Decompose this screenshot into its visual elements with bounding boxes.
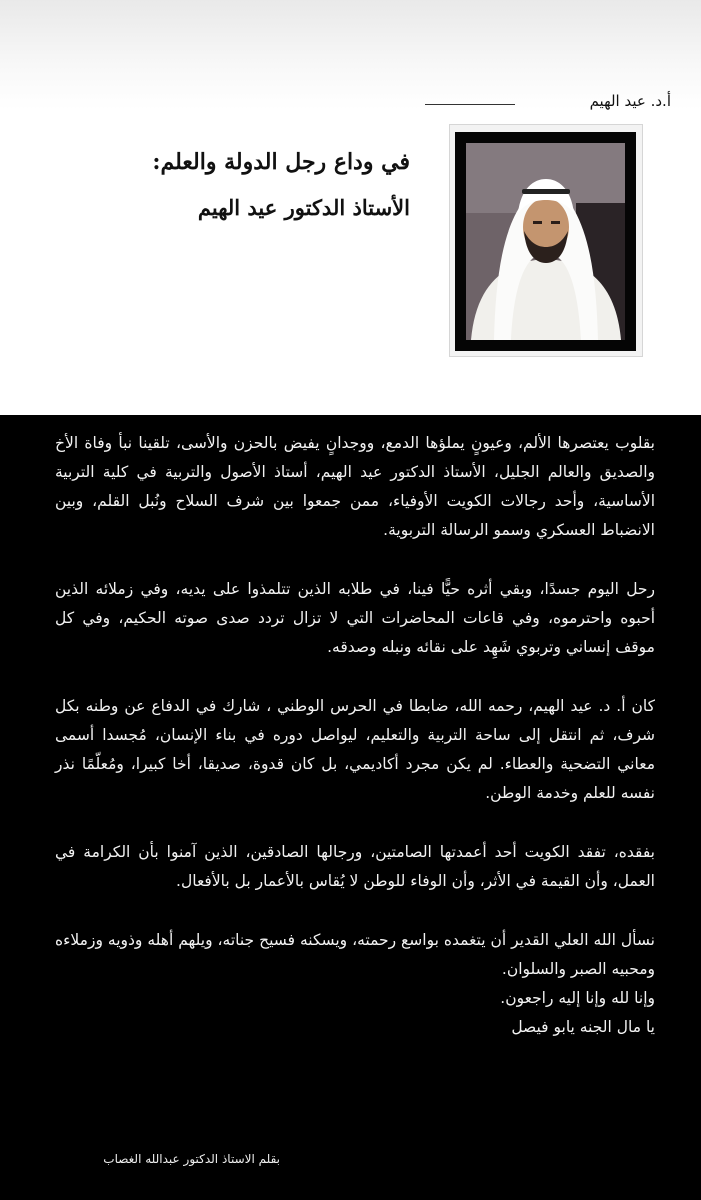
author-name: أ.د. عيد الهيم xyxy=(589,92,671,110)
headline xyxy=(90,139,410,231)
signature: بقلم الاستاذ الدكتور عبدالله الغصاب xyxy=(103,1152,280,1166)
paragraph-2: رحل اليوم جسدًا، وبقي أثره حيًّا فينا، في طلابه الذين تتلمذوا على يديه، وفي زملائه الذين أحبوه واحترموه، وفي قاعات المحاضرات التي لا تزال تردد صدى صوته الحكيم، وفي كل موقف إنساني وتربوي شَهِد على نقائه ونبله وصدقه. xyxy=(55,580,655,656)
closing-farewell: يا مال الجنه يابو فيصل xyxy=(511,1018,655,1036)
author-divider xyxy=(425,104,515,105)
closing-verse: وإنا لله وإنا إليه راجعون. xyxy=(500,989,655,1007)
paragraph-4: بفقده، تفقد الكويت أحد أعمدتها الصامتين، ورجالها الصادقين، الذين آمنوا بأن الكرامة في العمل، وأن القيمة في الأثر، وأن الوفاء للوطن لا يُقاس بالأعمار بل بالأفعال. xyxy=(55,843,655,890)
article-body xyxy=(55,429,655,1042)
film-border xyxy=(455,132,636,351)
header-section xyxy=(0,0,701,415)
paragraph-3: كان أ. د. عيد الهيم، رحمه الله، ضابطا في الحرس الوطني ، شارك في الدفاع عن وطنه بكل شرف، ثم انتقل إلى ساحة التربية والتعليم، ليواصل دوره في بناء الإنسان، مُجسدا أسمى معاني التضحية والعطاء. لم يكن مجرد أكاديمي، بل كان قدوة، صديقا، أخا كبيرا، ومُعلّمًا نذر نفسه للعلم وخدمة الوطن. xyxy=(55,697,655,802)
portrait-frame xyxy=(449,124,643,357)
headline-line-2: الأستاذ الدكتور عيد الهيم xyxy=(197,195,410,220)
headline-line-1: في وداع رجل الدولة والعلم: xyxy=(152,149,410,175)
closing-prayer: نسأل الله العلي القدير أن يتغمده بواسع رحمته، ويسكنه فسيح جناته، ويلهم أهله وذويه وزملاءه ومحبيه الصبر والسلوان. xyxy=(55,931,655,978)
paragraph-1: بقلوب يعتصرها الألم، وعيونٍ يملؤها الدمع، ووجدانٍ يفيض بالحزن والأسى، تلقينا نبأ وفاة الأخ والصديق والعالم الجليل، الأستاذ الدكتور عيد الهيم، أستاذ الأصول والتربية في كلية التربية الأساسية، وأحد رجالات الكويت الأوفياء، ممن جمعوا بين شرف السلاح ونُبل القلم، وبين الانضباط العسكري وسمو الرسالة التربوية. xyxy=(55,434,655,539)
portrait-photo xyxy=(466,143,625,340)
article-section xyxy=(0,415,701,1200)
portrait-illustration xyxy=(466,143,625,340)
